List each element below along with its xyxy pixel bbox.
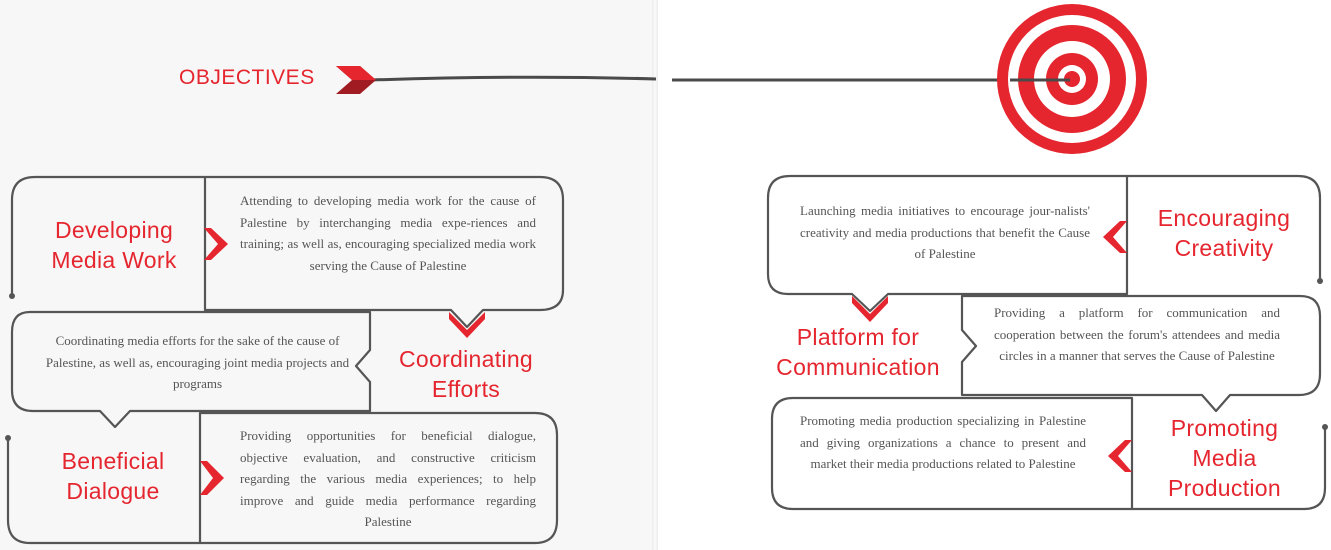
objective-heading: Coordinating Efforts <box>398 346 534 402</box>
chevron-right-icon <box>204 228 228 260</box>
objective-description: Promoting media production specializing in Palestine and giving organizations a chance to present and market their media productions related to Palestine <box>800 413 1086 471</box>
connector-dot <box>1322 424 1328 430</box>
connector-dot <box>9 293 15 299</box>
chevron-right-icon <box>200 461 224 495</box>
objective-heading: Beneficial Dialogue <box>61 448 165 504</box>
chevron-left-icon <box>1103 221 1127 253</box>
objective-description: Coordinating media efforts for the sake of the cause of Palestine, as well as, encouraging joint media projects and programs <box>45 333 350 391</box>
bullseye-target-icon <box>997 4 1147 154</box>
objective-heading: Platform for Communication <box>776 324 940 380</box>
objective-description: Providing opportunities for beneficial dialogue, objective evaluation, and constructive criticism regarding the various media experiences; to help improve and guide media performance regarding Palestine <box>240 428 536 529</box>
connector-dot <box>1317 278 1323 284</box>
connector-dot <box>5 435 11 441</box>
objective-heading: Encouraging Creativity <box>1157 205 1291 261</box>
double-chevron-right-icon <box>336 66 376 94</box>
objective-description: Providing a platform for communication and cooperation between the forum's attendees and media circles in a manner that serves the Cause of Palestine <box>994 305 1280 363</box>
chevron-left-icon <box>1108 440 1132 472</box>
objective-heading: Developing Media Work <box>51 217 177 273</box>
timeline-line-left <box>372 77 656 80</box>
objective-heading: Promoting Media Production <box>1168 415 1281 501</box>
chevron-down-icon <box>449 312 485 338</box>
objective-description: Attending to developing media work for the cause of Palestine by interchanging media expe-riences and training; as well as, encouraging specialized media work serving the Cause of Palestine <box>240 193 536 273</box>
page-title: OBJECTIVES <box>179 66 315 89</box>
objective-description: Launching media initiatives to encourage jour-nalists' creativity and media productions that benefit the Cause of Palestine <box>800 203 1090 261</box>
